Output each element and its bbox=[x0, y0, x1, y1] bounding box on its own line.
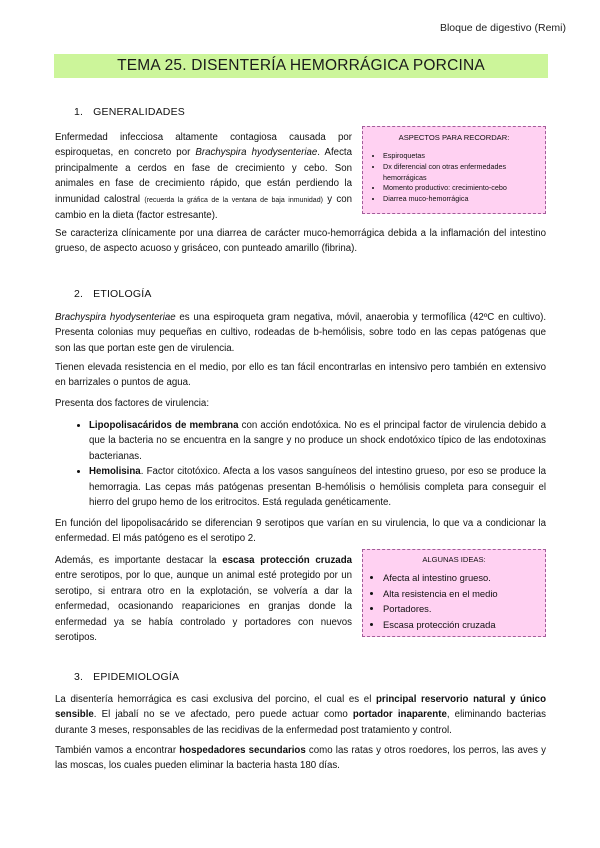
list-item: • Diarrea muco-hemorrágica bbox=[383, 194, 545, 205]
text-run: Enfermedad infecciosa altamente contagiosa causada por espiroquetas, en concreto por bbox=[55, 132, 352, 159]
header-note: Bloque de digestivo (Remi) bbox=[439, 22, 566, 34]
generalidades-paragraph-1 bbox=[55, 130, 352, 223]
text-run: La disentería hemorrágica es casi exclusiva del porcino, el cual es el bbox=[55, 694, 377, 705]
term: hospedadores secundarios bbox=[179, 745, 306, 756]
section-number: 2. bbox=[74, 288, 84, 300]
section-heading-generalidades bbox=[74, 106, 185, 118]
page-title: TEMA 25. DISENTERÍA HEMORRÁGICA PORCINA bbox=[54, 54, 548, 78]
text-run: , eliminando bacterias durante 3 meses, responsables de las recidivas de la enfermedad post tratamiento y control. bbox=[55, 709, 546, 736]
text-run: . Afecta principalmente a cerdos en fase de crecimiento y cebo. Son animales en fase de crecimiento rápido, que están perdiendo la inmunidad calostral bbox=[55, 147, 352, 205]
box-list bbox=[363, 570, 545, 632]
etiologia-paragraph-5 bbox=[55, 553, 352, 645]
list-item: • Portadores. bbox=[383, 601, 545, 617]
etiologia-paragraph-3: Presenta dos factores de virulencia: bbox=[55, 398, 210, 409]
list-item: • Escasa protección cruzada bbox=[383, 617, 545, 633]
term: portador inaparente bbox=[352, 709, 447, 721]
list-item: • Espiroquetas bbox=[383, 151, 545, 162]
section-title: ETIOLOGÍA bbox=[93, 288, 152, 300]
section-number: 3. bbox=[74, 671, 84, 683]
box-title: ALGUNAS IDEAS: bbox=[422, 555, 486, 564]
text-run: con acción endotóxica. No es el principal factor de virulencia debido a que la bacteria no se encuentra en la sangre y no produce un shock endotóxico típico de las endotoxinas bacterianas. bbox=[89, 420, 546, 462]
box-title: ASPECTOS PARA RECORDAR: bbox=[398, 133, 510, 142]
etiologia-paragraph-1 bbox=[55, 310, 546, 356]
etiologia-paragraph-4: En función del lipopolisacárido se diferencian 9 serotipos que varían en su virulencia, lo que va a condicionar la enfermedad. El más patógeno es el serotipo 2. bbox=[55, 518, 546, 545]
epidemiologia-paragraph-1 bbox=[55, 692, 546, 738]
text-run: Además, es importante destacar la bbox=[55, 555, 223, 566]
etiologia-paragraph-2: Tienen elevada resistencia en el medio, por ello es tan fácil encontrarlas en intensivo pero también en extensivo en barrizales o puntos de agua. bbox=[55, 362, 546, 389]
section-heading-epidemiologia bbox=[74, 671, 179, 683]
term: Hemolisina bbox=[89, 466, 141, 478]
text-run: es una espiroqueta gram negativa, móvil, anaerobia y termofílica (42ºC en cultivo). Presenta colonias muy pequeñas en cultivo, rodeadas de b-hemólisis, sobre todo en las cepas patógenas que son las que portan este gen de virulencia. bbox=[55, 312, 547, 354]
box-list bbox=[363, 151, 545, 205]
side-note: (recuerda la gráfica de la ventana de baja inmunidad) bbox=[144, 196, 323, 204]
text-run: entre serotipos, por lo que, aunque un animal esté protegido por un serotipo, si entrara otro en la explotación, se volvería a dar la enfermedad, ocasionando reapariciones en granjas donde la enfermedad ya se había controlado y portadores con nuevos serotipos. bbox=[55, 570, 352, 644]
text-run: También vamos a encontrar bbox=[55, 745, 180, 756]
section-heading-etiologia bbox=[74, 288, 152, 300]
term: escasa protección cruzada bbox=[222, 555, 352, 566]
list-item: • Dx diferencial con otras enfermedades hemorrágicas bbox=[383, 162, 545, 184]
list-item: • Afecta al intestino grueso. bbox=[383, 570, 545, 586]
list-item: • Momento productivo: crecimiento-cebo bbox=[383, 183, 545, 194]
virulence-factors-list bbox=[55, 418, 546, 510]
generalidades-paragraph-2: Se caracteriza clínicamente por una diarrea de carácter muco-hemorrágica debida a la inflamación del intestino grueso, de aspecto acuoso y grisáceo, con punteado amarillo (fibrina). bbox=[55, 228, 546, 255]
text-run: . Factor citotóxico. Afecta a los vasos sanguíneos del intestino grueso, por eso se produce la hemorragia. Las cepas más patógenas presentan B-hemólisis o hemólisis completa para conseguir el hierro del grupo hemo de los eritrocitos. Está regulada genéticamente. bbox=[89, 466, 546, 509]
species-name: Brachyspira hyodysenteriae bbox=[195, 147, 318, 159]
term: Lipopolisacáridos de membrana bbox=[89, 420, 239, 431]
text-run: . El jabalí no se ve afectado, pero puede actuar como bbox=[93, 709, 353, 721]
section-title: GENERALIDADES bbox=[93, 106, 186, 118]
species-name: Brachyspira hyodysenteriae bbox=[55, 312, 176, 323]
term: principal reservorio natural y único sensible bbox=[55, 694, 546, 721]
text-run: como las ratas y otros roedores, los perros, las aves y las moscas, los cuales pueden eliminar la bacteria hasta 180 días. bbox=[55, 745, 547, 772]
text-run: y con cambio en la dieta (factor estresante). bbox=[55, 193, 352, 222]
epidemiologia-paragraph-2 bbox=[55, 743, 546, 774]
section-number: 1. bbox=[74, 106, 84, 118]
section-title: EPIDEMIOLOGÍA bbox=[93, 671, 180, 683]
list-item: • Alta resistencia en el medio bbox=[383, 586, 545, 602]
list-item bbox=[89, 464, 546, 510]
some-ideas-box bbox=[362, 549, 546, 637]
list-item bbox=[89, 418, 546, 464]
aspects-to-remember-box bbox=[362, 126, 546, 214]
